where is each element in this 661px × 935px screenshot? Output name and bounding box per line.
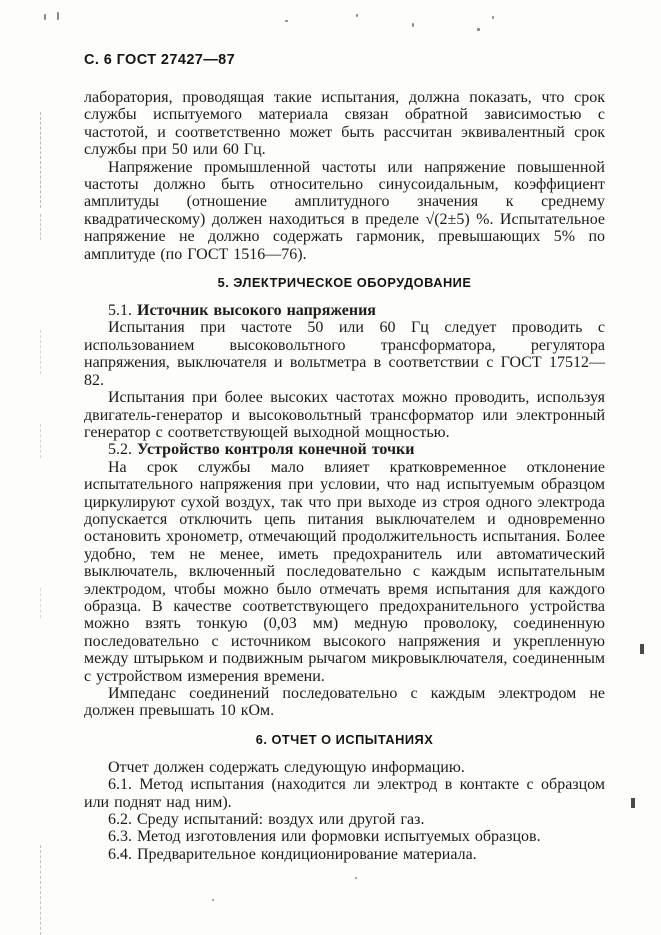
paragraph-5-1-transformer: Испытания при частоте 50 или 60 Гц следует проводить с использованием высоковольтного трансформатора, регулятора напряжения, выключателя и вольтметра в соответствии с ГОСТ 17512—82.: [84, 319, 605, 389]
subsection-5-2-number: 5.2.: [108, 441, 132, 459]
scan-speck: [492, 16, 494, 19]
paragraph-intro-continuation: лаборатория, проводящая такие испытания, должна показать, что срок службы испытуемого материала связан обратной зависимостью с частотой, и соответственно может быть рассчитан эквивалентный срок службы при 50 или 60 Гц.: [84, 89, 605, 159]
scan-speck: [355, 877, 357, 879]
page-header-gost-number: С. 6 ГОСТ 27427—87: [84, 52, 236, 68]
scan-speck: [285, 20, 288, 22]
page-content: [84, 52, 605, 863]
scan-speck: [356, 14, 358, 17]
subsection-5-2-heading: [84, 441, 605, 458]
scan-fold-line: [40, 112, 41, 208]
report-item-6-4: 6.4. Предварительное кондиционирование материала.: [108, 845, 477, 863]
scan-speck: [44, 14, 46, 20]
subsection-5-2-title: Устройство контроля конечной точки: [137, 441, 415, 459]
paragraph-6-intro: Отчет должен содержать следующую информацию.: [108, 758, 465, 776]
paragraph-voltage-requirements: Напряжение промышленной частоты или напряжение повышенной частоты должно быть относительно синусоидальным, коэффициент амплитуды (отношение амплитудного значения к среднему квадратическому) должен находиться в пределе √(2±5) %. Испытательное напряжение не должно содержать гармоник, превышающих 5% по амплитуде (по ГОСТ 1516—76).: [84, 158, 605, 263]
scan-fold-line: [40, 214, 41, 240]
subsection-5-1-heading: [84, 302, 605, 319]
subsection-5-1-title: Источник высокого напряжения: [137, 302, 376, 320]
paragraph-5-2-impedance: Импеданс соединений последовательно с каждым электродом не должен превышать 10 кОм.: [84, 685, 605, 720]
scan-fold-line: [40, 588, 41, 618]
paragraph-5-1-high-frequency: Испытания при более высоких частотах можно проводить, используя двигатель-генератор и высоковольтный трансформатор или электронный генератор с соответствующей выходной мощностью.: [84, 389, 605, 441]
report-item-6-2: 6.2. Среду испытаний: воздух или другой газ.: [108, 811, 425, 829]
scan-speck: [412, 23, 414, 27]
scan-fold-line: [40, 330, 41, 374]
scan-edge-mark: [631, 798, 635, 808]
scan-speck: [57, 12, 59, 20]
scan-fold-line: [40, 845, 41, 935]
report-item-6-3: 6.3. Метод изготовления или формовки испытуемых образцов.: [108, 828, 541, 846]
scan-speck: [212, 899, 214, 901]
section-6-heading: 6. ОТЧЕТ О ИСПЫТАНИЯХ: [255, 731, 434, 747]
scan-edge-mark: [640, 644, 644, 654]
section-5-heading: 5. ЭЛЕКТРИЧЕСКОЕ ОБОРУДОВАНИЕ: [217, 275, 472, 291]
scan-fold-line: [40, 424, 41, 458]
paragraph-5-2-endpoint-control: На срок службы мало влияет кратковременное отклонение испытательного напряжения при условии, что над испытуемым образцом циркулируют сухой воздух, так что при выходе из строя одного электрода допускается отключить цепь питания выключателем и одновременно остановить хронометр, отмечающий продолжительность испытания. Более удобно, тем не менее, иметь предохранитель или автоматический выключатель, включенный последовательно с каждым испытательным электродом, чтобы можно было отмечать время испытания для каждого образца. В качестве соответствующего предохранительного устройства можно взять тонкую (0,03 мм) медную проволоку, соединенную последовательно с источником высокого напряжения и укрепленную между штырьком и подвижным рычагом микровыключателя, соединенным с устройством измерения времени.: [84, 458, 605, 685]
scan-speck: [477, 28, 480, 31]
subsection-5-1-number: 5.1.: [108, 302, 132, 320]
report-item-6-1: 6.1. Метод испытания (находится ли электрод в контакте с образцом или поднят над ним).: [84, 776, 605, 811]
